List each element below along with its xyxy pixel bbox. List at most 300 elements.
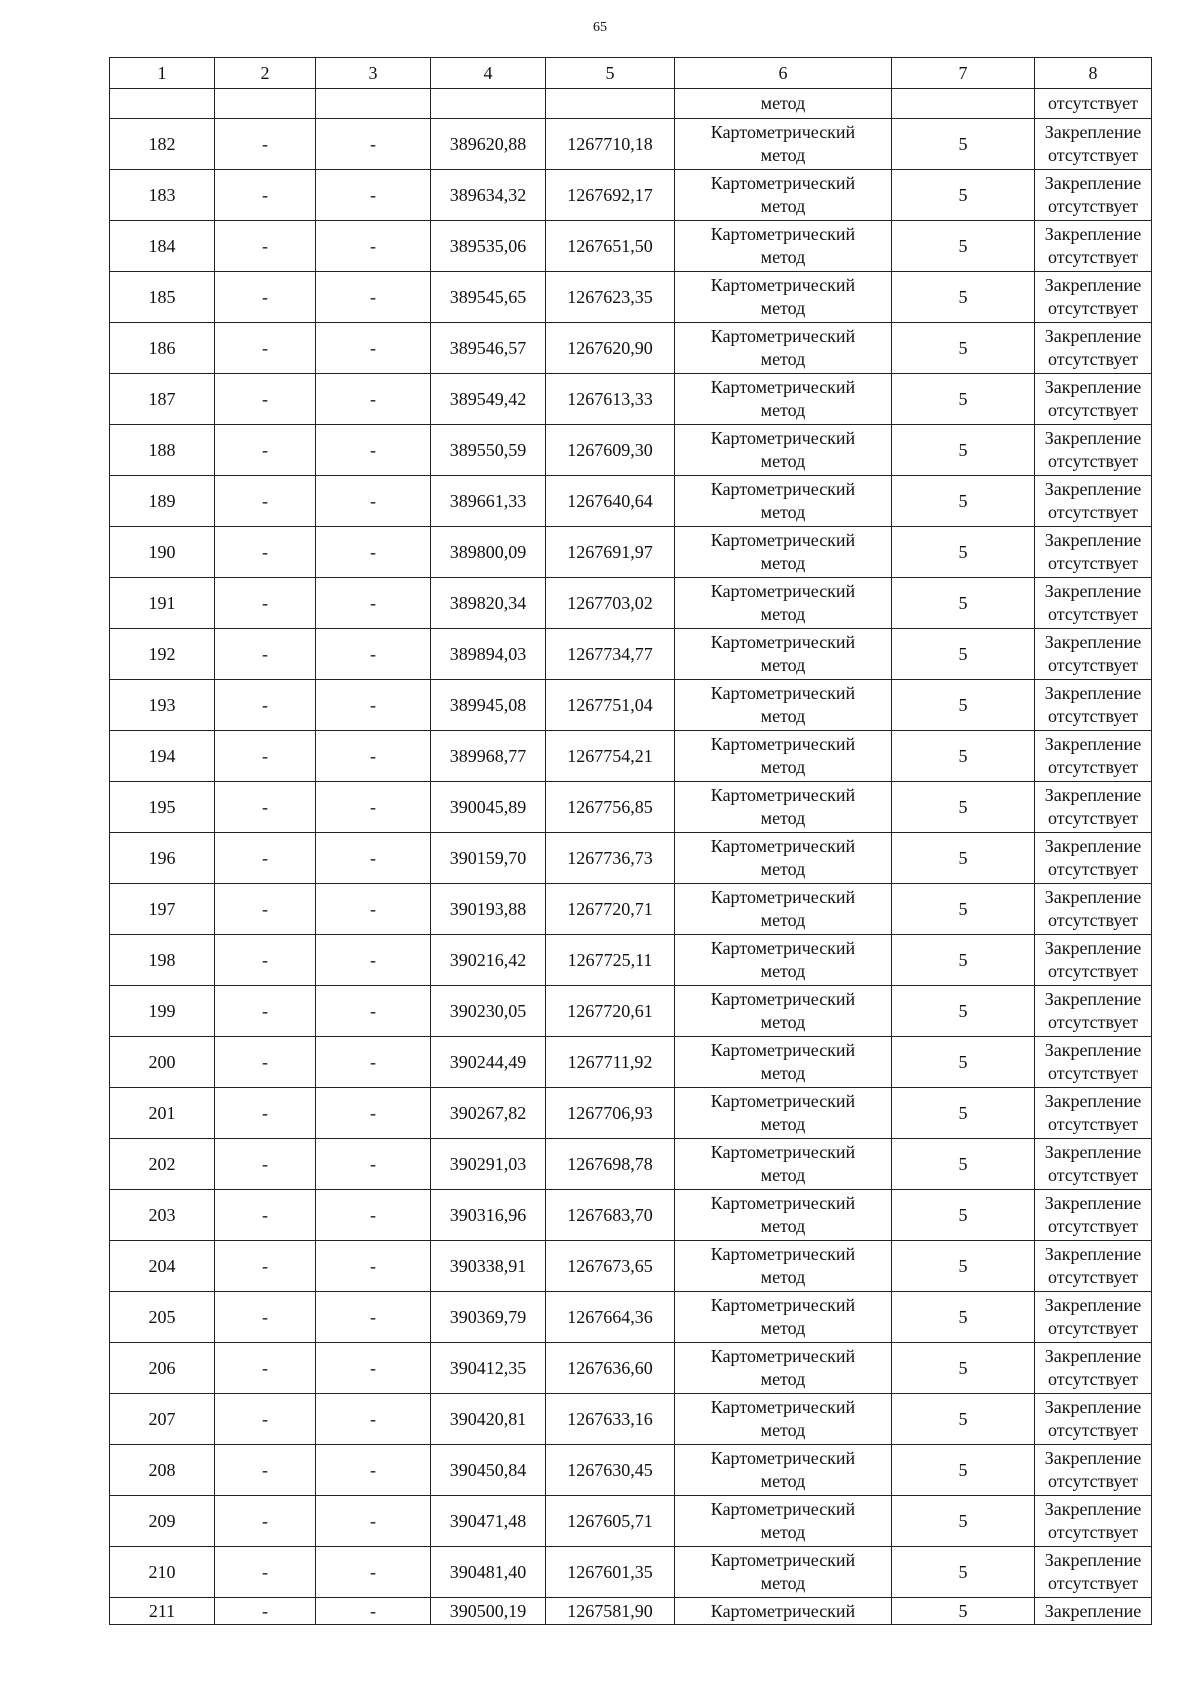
table-cell: - [215,1292,316,1343]
accuracy-cell: 5 [892,1547,1035,1598]
table-cell: - [215,1394,316,1445]
method-cell [675,170,892,221]
accuracy-cell: 5 [892,1394,1035,1445]
table-cell [892,89,1035,119]
method-cell-line2: метод [760,1114,806,1134]
coordinate-y-cell: 1267581,90 [546,1598,675,1625]
coordinate-y-cell: 1267734,77 [546,629,675,680]
fixing-cell-line2: отсутствует [1047,247,1139,267]
table-cell: - [316,833,431,884]
method-cell-line2: метод [760,1267,806,1287]
method-cell-line2: метод [760,706,806,726]
coordinate-x-cell: 389545,65 [431,272,546,323]
table-row [110,374,1152,425]
fixing-cell-line2: отсутствует [1047,502,1139,522]
fixing-cell [1035,527,1152,578]
method-cell-line2: метод [760,1573,806,1593]
fixing-cell [1035,1190,1152,1241]
coordinate-x-cell: 390471,48 [431,1496,546,1547]
method-cell-line1: Картометрический [710,1550,856,1570]
method-cell [675,782,892,833]
table-cell: - [316,527,431,578]
fixing-cell-line2: отсутствует [1047,1165,1139,1185]
table-cell: отсутствует [1035,89,1152,119]
point-number-cell: 196 [110,833,215,884]
coordinate-x-cell: 389546,57 [431,323,546,374]
coordinate-y-cell: 1267640,64 [546,476,675,527]
coordinate-x-cell: 390230,05 [431,986,546,1037]
coordinate-x-cell: 390338,91 [431,1241,546,1292]
method-cell [675,833,892,884]
table-row [110,1292,1152,1343]
method-cell-line2: метод [760,502,806,522]
method-cell-line2: метод [760,1216,806,1236]
coordinate-x-cell: 390420,81 [431,1394,546,1445]
table-cell [316,89,431,119]
fixing-cell-line1: Закрепление [1044,938,1142,958]
coordinate-x-cell: 389535,06 [431,221,546,272]
accuracy-cell: 5 [892,935,1035,986]
table-cell: - [316,884,431,935]
fixing-cell-line2: отсутствует [1047,859,1139,879]
fixing-cell-line1: Закрепление [1044,326,1142,346]
fixing-cell [1035,1394,1152,1445]
method-cell-line2: метод [760,349,806,369]
column-header: 3 [316,58,431,89]
fixing-cell-line1: Закрепление [1044,1295,1142,1315]
coordinate-y-cell: 1267609,30 [546,425,675,476]
fixing-cell-line2: отсутствует [1047,1063,1139,1083]
fixing-cell-line2: отсутствует [1047,655,1139,675]
accuracy-cell: 5 [892,1496,1035,1547]
fixing-cell-line1: Закрепление [1044,887,1142,907]
method-cell-line1: Картометрический [710,1040,856,1060]
fixing-cell-line1: Закрепление [1044,479,1142,499]
column-header: 6 [675,58,892,89]
fixing-cell-line2: отсутствует [1047,1420,1139,1440]
method-cell-line2: метод [760,400,806,420]
fixing-cell [1035,1139,1152,1190]
table-row [110,170,1152,221]
method-cell [675,527,892,578]
coordinate-y-cell: 1267683,70 [546,1190,675,1241]
coordinate-x-cell: 390045,89 [431,782,546,833]
point-number-cell: 207 [110,1394,215,1445]
column-header: 4 [431,58,546,89]
coordinate-y-cell: 1267613,33 [546,374,675,425]
fixing-cell-line1: Закрепление [1044,632,1142,652]
point-number-cell: 208 [110,1445,215,1496]
method-cell-line2: метод [760,655,806,675]
table-cell: - [316,986,431,1037]
method-cell [675,1394,892,1445]
coordinate-x-cell: 390291,03 [431,1139,546,1190]
table-row [110,1598,1152,1625]
method-cell [675,1445,892,1496]
method-cell [675,731,892,782]
table-row [110,1343,1152,1394]
table-cell: - [316,1190,431,1241]
table-row [110,833,1152,884]
method-cell-line1: Картометрический [710,530,856,550]
table-row [110,1547,1152,1598]
accuracy-cell: 5 [892,1445,1035,1496]
point-number-cell: 192 [110,629,215,680]
coordinate-x-cell: 389550,59 [431,425,546,476]
coordinate-y-cell: 1267692,17 [546,170,675,221]
method-cell-line2: метод [760,1522,806,1542]
fixing-cell-line1: Закрепление [1044,1142,1142,1162]
method-cell-line2: метод [760,604,806,624]
method-cell: Картометрический [675,1598,892,1625]
column-header: 1 [110,58,215,89]
point-number-cell: 184 [110,221,215,272]
accuracy-cell: 5 [892,170,1035,221]
fixing-cell-line1: Закрепление [1044,1346,1142,1366]
coordinate-y-cell: 1267736,73 [546,833,675,884]
table-row [110,1394,1152,1445]
coordinate-x-cell: 390267,82 [431,1088,546,1139]
method-cell-line2: метод [760,1012,806,1032]
table-cell: - [316,1496,431,1547]
accuracy-cell: 5 [892,884,1035,935]
coordinate-y-cell: 1267706,93 [546,1088,675,1139]
table-cell: - [316,1394,431,1445]
table-cell: - [316,1088,431,1139]
table-row [110,884,1152,935]
method-cell-line2: метод [760,451,806,471]
fixing-cell [1035,884,1152,935]
table-cell: - [316,1241,431,1292]
fixing-cell: Закрепление [1035,1598,1152,1625]
table-cell: - [215,1445,316,1496]
table-row [110,935,1152,986]
accuracy-cell: 5 [892,680,1035,731]
point-number-cell: 203 [110,1190,215,1241]
point-number-cell: 195 [110,782,215,833]
table-cell: - [215,1496,316,1547]
fixing-cell-line2: отсутствует [1047,1012,1139,1032]
coordinate-x-cell: 389661,33 [431,476,546,527]
point-number-cell: 187 [110,374,215,425]
fixing-cell-line2: отсутствует [1047,1522,1139,1542]
method-cell-line1: Картометрический [710,1499,856,1519]
table-cell: - [215,374,316,425]
table-row [110,1190,1152,1241]
coordinates-table [109,57,1152,1625]
table-row [110,1445,1152,1496]
table-cell: - [316,1598,431,1625]
coordinate-y-cell: 1267754,21 [546,731,675,782]
method-cell [675,1037,892,1088]
accuracy-cell: 5 [892,1598,1035,1625]
method-cell-line2: метод [760,1471,806,1491]
fixing-cell-line1: Закрепление [1044,683,1142,703]
fixing-cell [1035,1292,1152,1343]
point-number-cell: 211 [110,1598,215,1625]
table-cell: - [215,119,316,170]
table-cell: - [215,578,316,629]
method-cell [675,629,892,680]
fixing-cell [1035,1496,1152,1547]
accuracy-cell: 5 [892,119,1035,170]
table-cell [546,89,675,119]
table-cell: - [316,1547,431,1598]
method-cell [675,476,892,527]
table-cell: - [215,527,316,578]
coordinate-x-cell: 390244,49 [431,1037,546,1088]
accuracy-cell: 5 [892,1037,1035,1088]
method-cell-line2: метод [760,196,806,216]
table-cell: - [316,374,431,425]
fixing-cell [1035,425,1152,476]
fixing-cell-line1: Закрепление [1044,1550,1142,1570]
point-number-cell: 182 [110,119,215,170]
method-cell-line1: Картометрический [710,224,856,244]
fixing-cell-line2: отсутствует [1047,910,1139,930]
method-cell-line1: Картометрический [710,938,856,958]
fixing-cell-line1: Закрепление [1044,1091,1142,1111]
fixing-cell-line2: отсутствует [1047,1318,1139,1338]
table-row [110,578,1152,629]
table-cell: - [215,935,316,986]
coordinate-y-cell: 1267751,04 [546,680,675,731]
table-cell: - [215,1139,316,1190]
fixing-cell-line2: отсутствует [1047,145,1139,165]
fixing-cell-line2: отсутствует [1047,1114,1139,1134]
table-cell: - [316,578,431,629]
method-cell-line1: Картометрический [710,581,856,601]
fixing-cell [1035,935,1152,986]
coordinate-y-cell: 1267691,97 [546,527,675,578]
fixing-cell-line1: Закрепление [1044,1448,1142,1468]
method-cell [675,986,892,1037]
method-cell-line2: метод [760,1063,806,1083]
method-cell [675,884,892,935]
column-header: 7 [892,58,1035,89]
coordinate-x-cell: 389800,09 [431,527,546,578]
fixing-cell [1035,272,1152,323]
accuracy-cell: 5 [892,1139,1035,1190]
table-row [110,986,1152,1037]
fixing-cell-line2: отсутствует [1047,196,1139,216]
coordinate-y-cell: 1267710,18 [546,119,675,170]
accuracy-cell: 5 [892,476,1035,527]
table-cell: - [215,629,316,680]
coordinate-y-cell: 1267630,45 [546,1445,675,1496]
fixing-cell-line1: Закрепление [1044,224,1142,244]
table-cell: - [215,476,316,527]
fixing-cell [1035,1445,1152,1496]
method-cell-line2: метод [760,757,806,777]
table-row [110,425,1152,476]
fixing-cell-line1: Закрепление [1044,530,1142,550]
table-cell [431,89,546,119]
point-number-cell: 191 [110,578,215,629]
method-cell-line1: Картометрический [710,785,856,805]
method-cell [675,323,892,374]
fixing-cell-line1: Закрепление [1044,275,1142,295]
table-cell: - [316,1343,431,1394]
table-cell: - [316,119,431,170]
method-cell [675,1190,892,1241]
coordinate-y-cell: 1267725,11 [546,935,675,986]
table-row [110,272,1152,323]
method-cell-line2: метод [760,859,806,879]
table-row [110,476,1152,527]
accuracy-cell: 5 [892,578,1035,629]
fixing-cell [1035,1088,1152,1139]
fixing-cell-line2: отсутствует [1047,553,1139,573]
fixing-cell [1035,731,1152,782]
table-row [110,119,1152,170]
fixing-cell [1035,1547,1152,1598]
method-cell-line1: Картометрический [710,1448,856,1468]
coordinate-x-cell: 389620,88 [431,119,546,170]
accuracy-cell: 5 [892,1088,1035,1139]
coordinate-y-cell: 1267720,71 [546,884,675,935]
coordinate-x-cell: 390412,35 [431,1343,546,1394]
coordinate-x-cell: 390193,88 [431,884,546,935]
accuracy-cell: 5 [892,221,1035,272]
fixing-cell-line1: Закрепление [1044,581,1142,601]
method-cell-line1: Картометрический [710,887,856,907]
table-cell: - [316,323,431,374]
table-row [110,1241,1152,1292]
page-number: 65 [593,20,607,35]
table-cell: - [215,1598,316,1625]
accuracy-cell: 5 [892,833,1035,884]
table-cell: - [215,731,316,782]
method-cell [675,119,892,170]
method-cell [675,425,892,476]
column-header: 2 [215,58,316,89]
accuracy-cell: 5 [892,1343,1035,1394]
method-cell [675,272,892,323]
table-cell: - [215,272,316,323]
table-cell: - [316,680,431,731]
point-number-cell: 198 [110,935,215,986]
coordinate-y-cell: 1267620,90 [546,323,675,374]
table-cell: - [316,170,431,221]
point-number-cell: 202 [110,1139,215,1190]
method-cell-line1: Картометрический [710,275,856,295]
method-cell-line2: метод [760,553,806,573]
method-cell-line2: метод [760,145,806,165]
method-cell-line1: Картометрический [710,1397,856,1417]
table-body [110,89,1152,1625]
accuracy-cell: 5 [892,323,1035,374]
fixing-cell-line1: Закрепление [1044,734,1142,754]
method-cell-line1: Картометрический [710,836,856,856]
point-number-cell: 193 [110,680,215,731]
fixing-cell [1035,476,1152,527]
method-cell [675,1139,892,1190]
fixing-cell-line1: Закрепление [1044,836,1142,856]
fixing-cell-line1: Закрепление [1044,122,1142,142]
table-row [110,731,1152,782]
method-cell [675,578,892,629]
fixing-cell-line2: отсутствует [1047,757,1139,777]
method-cell [675,374,892,425]
fixing-cell-line1: Закрепление [1044,1244,1142,1264]
coordinate-x-cell: 389945,08 [431,680,546,731]
table-cell: - [215,1241,316,1292]
method-cell-line2: метод [760,808,806,828]
fixing-cell-line1: Закрепление [1044,377,1142,397]
point-number-cell: 201 [110,1088,215,1139]
column-header: 5 [546,58,675,89]
method-cell [675,1343,892,1394]
coordinate-y-cell: 1267633,16 [546,1394,675,1445]
coordinate-y-cell: 1267756,85 [546,782,675,833]
fixing-cell-line2: отсутствует [1047,298,1139,318]
method-cell-line1: Картометрический [710,683,856,703]
point-number-cell: 186 [110,323,215,374]
table-cell: - [316,935,431,986]
coordinate-y-cell: 1267664,36 [546,1292,675,1343]
fixing-cell-line2: отсутствует [1047,808,1139,828]
point-number-cell: 189 [110,476,215,527]
method-cell-line1: Картометрический [710,428,856,448]
fixing-cell-line1: Закрепление [1044,1040,1142,1060]
method-cell [675,221,892,272]
fixing-cell-line1: Закрепление [1044,428,1142,448]
fixing-cell [1035,680,1152,731]
fixing-cell [1035,1241,1152,1292]
method-cell-line2: метод [760,1165,806,1185]
coordinate-y-cell: 1267673,65 [546,1241,675,1292]
coordinate-x-cell: 390216,42 [431,935,546,986]
point-number-cell: 183 [110,170,215,221]
method-cell [675,1292,892,1343]
table-cell: метод [675,89,892,119]
table-cell: - [215,170,316,221]
table-cell: - [316,1139,431,1190]
table-row [110,1088,1152,1139]
coordinate-x-cell: 390500,19 [431,1598,546,1625]
table-cell: - [215,323,316,374]
accuracy-cell: 5 [892,272,1035,323]
method-cell-line1: Картометрический [710,479,856,499]
method-cell-line1: Картометрический [710,1346,856,1366]
table-cell: - [215,782,316,833]
accuracy-cell: 5 [892,374,1035,425]
table-row [110,323,1152,374]
point-number-cell: 197 [110,884,215,935]
fixing-cell [1035,221,1152,272]
table-row [110,782,1152,833]
coordinate-y-cell: 1267636,60 [546,1343,675,1394]
table-row [110,680,1152,731]
fixing-cell-line1: Закрепление [1044,1499,1142,1519]
table-cell: - [316,1037,431,1088]
point-number-cell: 205 [110,1292,215,1343]
point-number-cell: 199 [110,986,215,1037]
table-cell: - [215,884,316,935]
method-cell-line2: метод [760,247,806,267]
table-cell: - [215,680,316,731]
method-cell-line1: Картометрический [710,1244,856,1264]
accuracy-cell: 5 [892,425,1035,476]
fixing-cell [1035,170,1152,221]
table-row [110,629,1152,680]
table-cell [110,89,215,119]
table-row [110,1037,1152,1088]
fixing-cell-line2: отсутствует [1047,1216,1139,1236]
fixing-cell-line2: отсутствует [1047,451,1139,471]
coordinate-x-cell: 389634,32 [431,170,546,221]
